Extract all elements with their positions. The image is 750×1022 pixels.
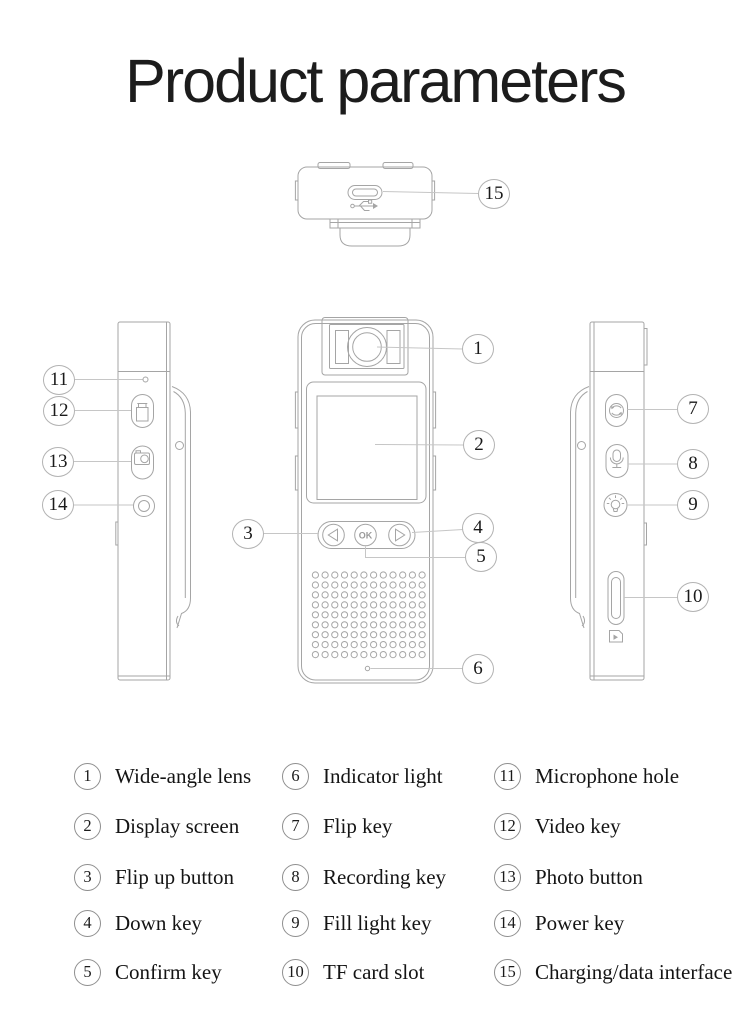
legend-item-10	[282, 958, 424, 986]
callout-4: 4	[462, 513, 494, 543]
legend-item-4	[74, 909, 202, 937]
legend-number-badge: 3	[74, 864, 101, 891]
flip-up-button	[323, 524, 345, 546]
legend-number-badge: 15	[494, 959, 521, 986]
legend-item-5	[74, 958, 222, 986]
legend-item-label: Fill light key	[323, 910, 432, 935]
page-title: Product parameters	[125, 47, 625, 115]
speaker-grille	[312, 572, 425, 658]
legend-item-7	[282, 812, 392, 840]
legend-item-12	[494, 812, 621, 840]
left-arrow-icon	[328, 529, 337, 541]
legend-item-label: Charging/data interface	[535, 959, 733, 984]
legend-item-label: Power key	[535, 910, 625, 935]
legend-item-15	[494, 958, 732, 986]
callout-14: 14	[42, 490, 74, 520]
usb-c-port	[348, 186, 382, 200]
flip-key-icon	[610, 404, 624, 418]
legend-item-label: Flip up button	[115, 864, 235, 889]
legend-number-badge: 6	[282, 763, 309, 790]
legend-item-2	[74, 812, 239, 840]
display-screen	[307, 382, 427, 503]
legend-number-badge: 9	[282, 910, 309, 937]
usb-icon	[351, 200, 378, 211]
legend-number-badge: 10	[282, 959, 309, 986]
top-body	[298, 167, 432, 219]
right-side-view	[571, 322, 648, 680]
video-key-icon	[137, 404, 149, 422]
callout-6: 6	[462, 654, 494, 684]
left-clip	[172, 387, 191, 629]
callout-13: 13	[42, 447, 74, 477]
legend-item-label: Indicator light	[323, 763, 443, 788]
legend-item-label: Flip key	[323, 813, 393, 838]
top-tab-left	[318, 163, 350, 169]
control-bar	[318, 522, 415, 549]
device-diagram	[0, 140, 750, 720]
legend-number-badge: 5	[74, 959, 101, 986]
legend-item-9	[282, 909, 432, 937]
callout-7: 7	[677, 394, 709, 424]
callout-2: 2	[463, 430, 495, 460]
front-body	[298, 320, 433, 683]
legend-item-label: Video key	[535, 813, 621, 838]
legend-item-label: Confirm key	[115, 959, 222, 984]
callout-10: 10	[677, 582, 709, 612]
legend-item-8	[282, 863, 446, 891]
right-clip	[571, 387, 590, 629]
legend-number-badge: 8	[282, 864, 309, 891]
legend-item-14	[494, 909, 624, 937]
photo-key-icon	[135, 451, 150, 465]
flip-key	[606, 395, 628, 427]
left-side-view	[116, 322, 191, 680]
legend-number-badge: 11	[494, 763, 521, 790]
legend-item-6	[282, 762, 443, 790]
legend-number-badge: 4	[74, 910, 101, 937]
legend-item-label: Recording key	[323, 864, 447, 889]
legend-item-1	[74, 762, 251, 790]
right-arrow-icon	[396, 529, 405, 541]
top-clip	[330, 219, 420, 246]
top-tab-right	[383, 163, 413, 169]
legend-item-3	[74, 863, 234, 891]
callout-1: 1	[462, 334, 494, 364]
legend-item-label: TF card slot	[323, 959, 425, 984]
legend-item-11	[494, 762, 679, 790]
legend-item-label: Display screen	[115, 813, 240, 838]
power-key	[134, 496, 155, 517]
callout-5: 5	[465, 542, 497, 572]
fill-light-key-icon	[607, 495, 624, 511]
front-view	[295, 318, 435, 684]
down-key	[389, 524, 411, 546]
video-key	[132, 395, 154, 428]
tf-card-slot	[608, 572, 624, 625]
microphone-hole	[143, 377, 148, 382]
ok-label: OK	[358, 530, 373, 541]
recording-key-icon	[610, 450, 623, 468]
legend-item-label: Wide-angle lens	[115, 763, 252, 788]
top-view	[295, 163, 434, 247]
callout-11: 11	[43, 365, 75, 395]
legend-number-badge: 2	[74, 813, 101, 840]
legend-item-label: Photo button	[535, 864, 643, 889]
legend-item-label: Microphone hole	[535, 763, 680, 788]
legend-number-badge: 13	[494, 864, 521, 891]
legend-item-13	[494, 863, 643, 891]
legend-number-badge: 12	[494, 813, 521, 840]
legend-number-badge: 14	[494, 910, 521, 937]
callout-3: 3	[232, 519, 264, 549]
camera-module	[322, 318, 408, 376]
legend-item-label: Down key	[115, 910, 202, 935]
right-body	[590, 322, 644, 680]
legend-number-badge: 1	[74, 763, 101, 790]
tf-card-icon	[610, 631, 623, 643]
callout-9: 9	[677, 490, 709, 520]
legend-number-badge: 7	[282, 813, 309, 840]
indicator-light	[365, 666, 369, 670]
callout-15: 15	[478, 179, 510, 209]
callout-8: 8	[677, 449, 709, 479]
callout-12: 12	[43, 396, 75, 426]
